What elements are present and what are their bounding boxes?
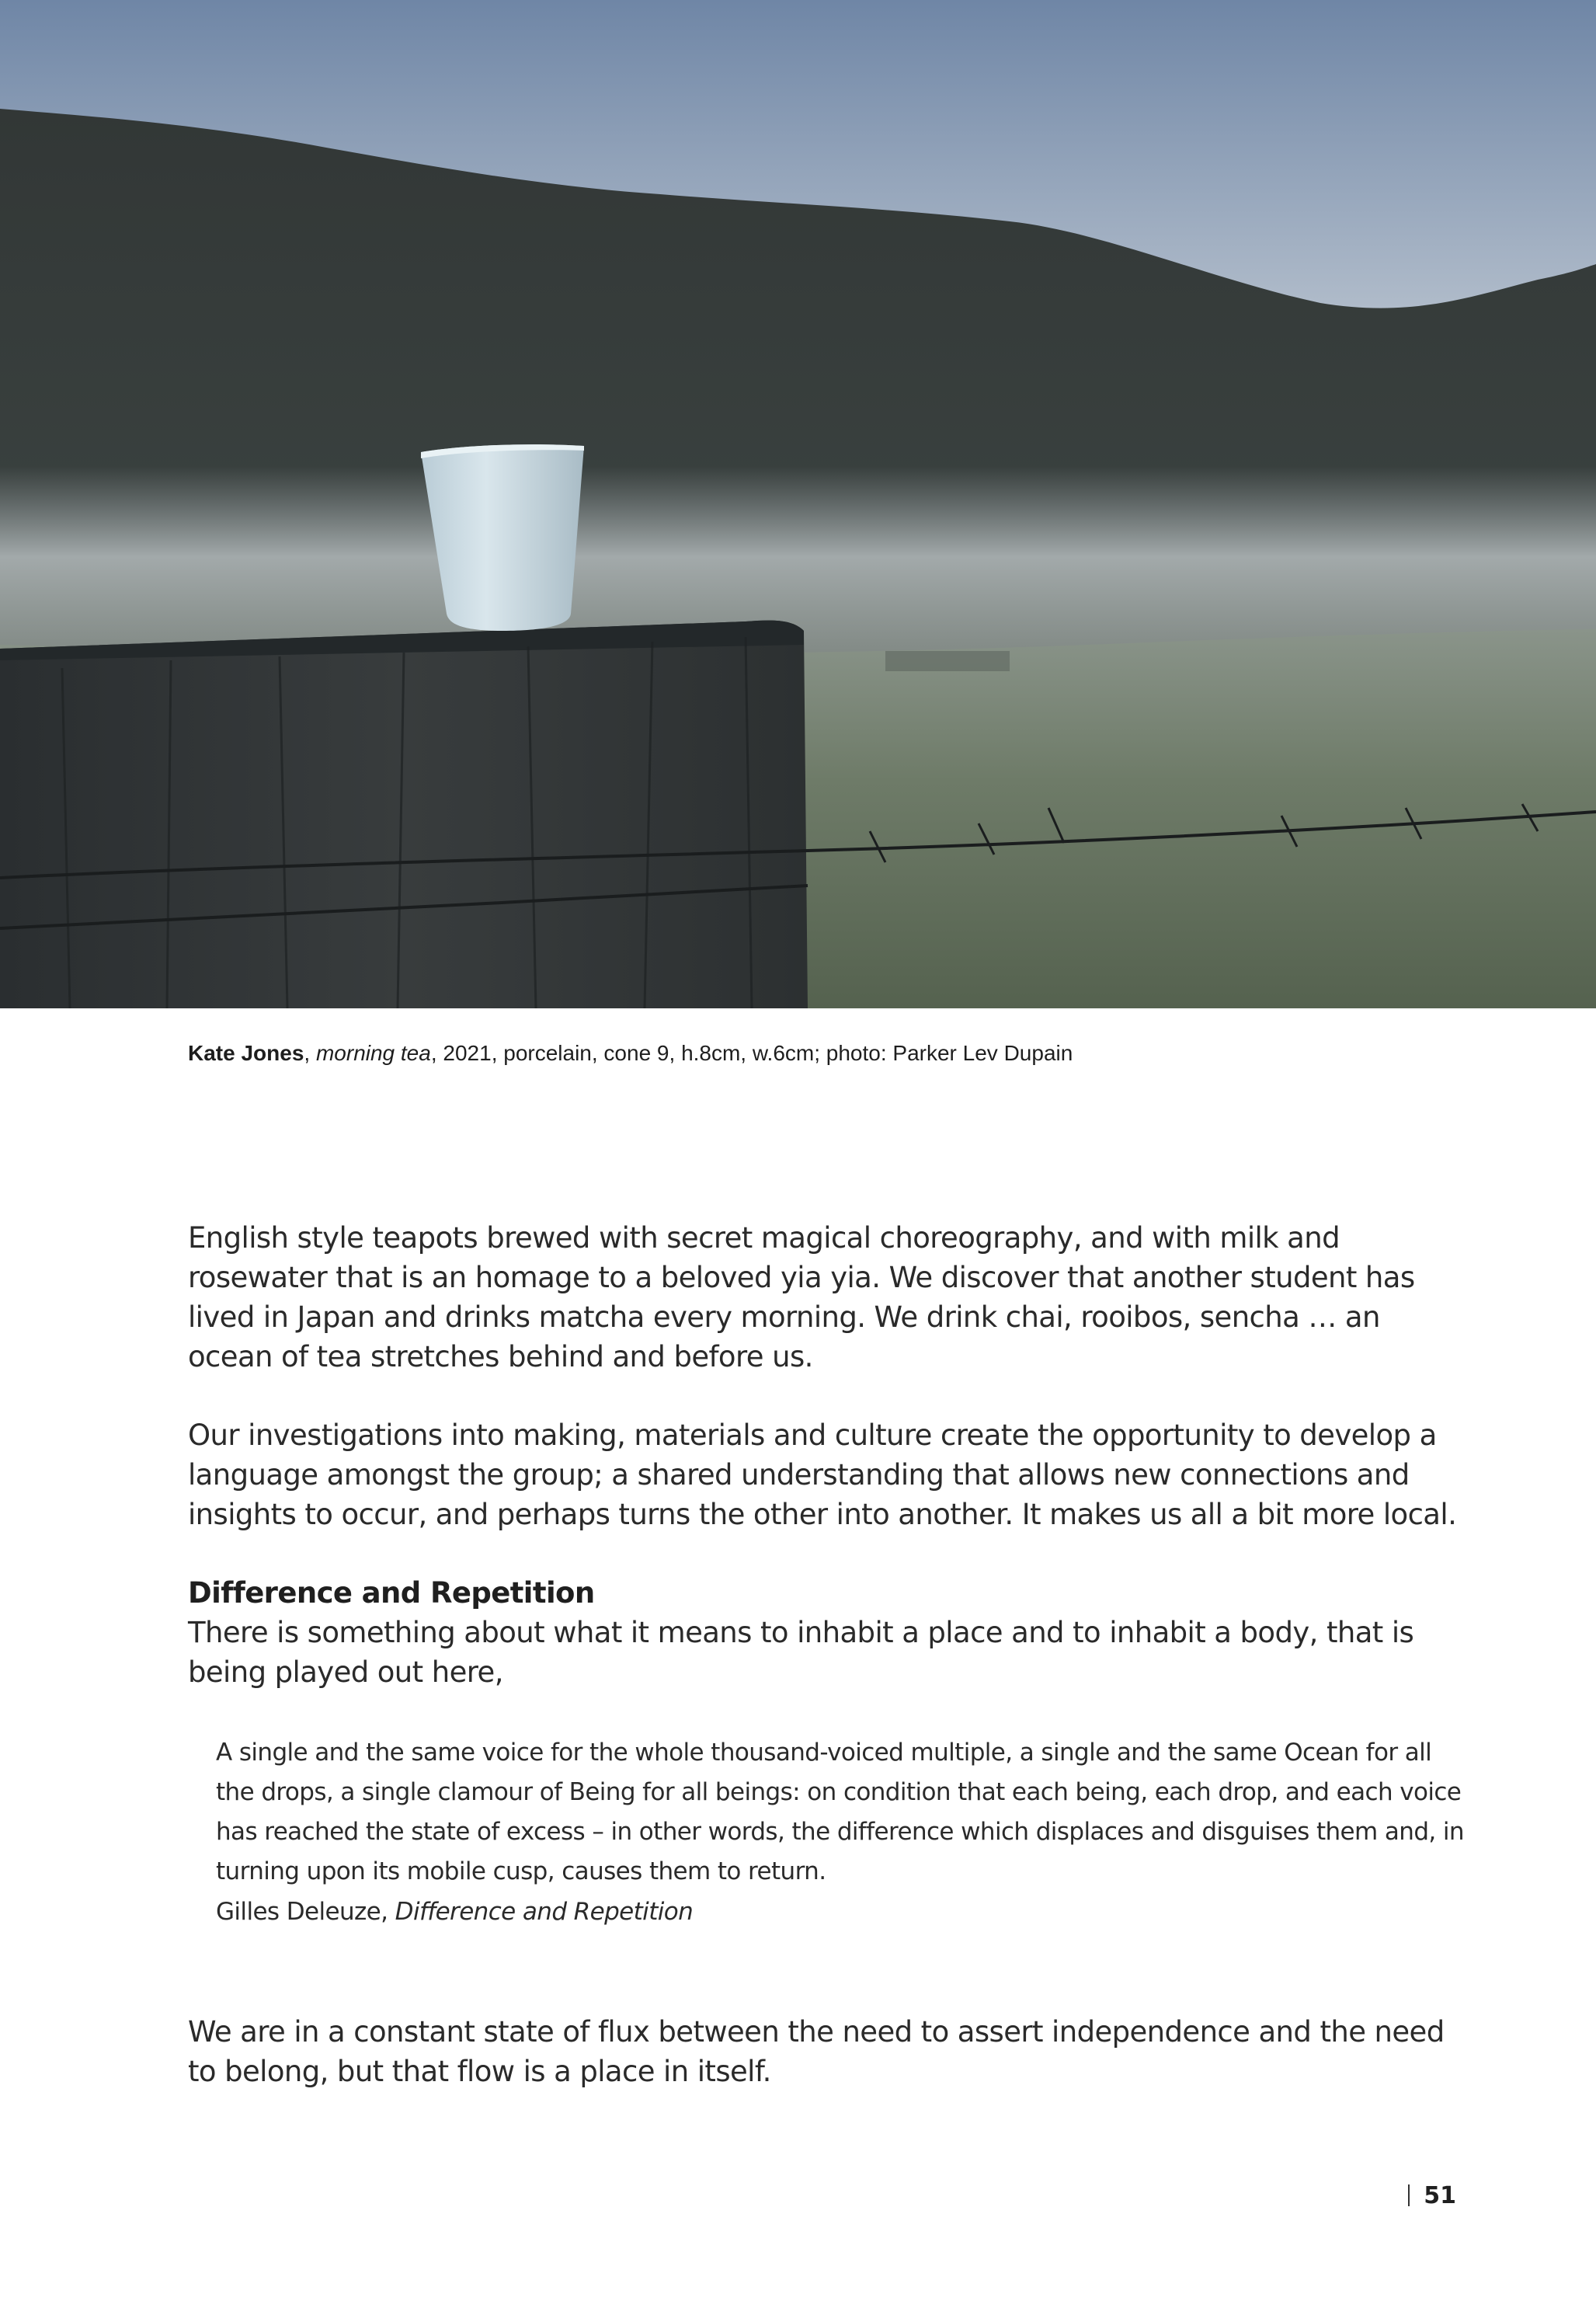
caption-details: , 2021, porcelain, cone 9, h.8cm, w.6cm; photo: Parker Lev Dupain [430,1041,1073,1065]
paragraph-tea: English style teapots brewed with secret magical choreography, and with milk and rosewater that is an homage to a beloved yia yia. We discover that another student has lived in Japan and drinks matcha every morning. We drink chai, rooibos, sencha … an ocean of tea stretches behind and before us. [188,1221,1415,1373]
quote-author: Gilles Deleuze, [216,1898,395,1926]
block-quote: A single and the same voice for the whole thousand-voiced multiple, a single and the same Ocean for all the drops, a single clamour of Being for all beings: on condition that each being, each drop, and each voice has reached the state of excess – in other words, the difference which displaces and disguises them and, in turning upon its mobile cusp, causes them to return. [216,1739,1464,1885]
page-number: 51 [1424,2181,1456,2209]
caption-artist: Kate Jones [188,1041,304,1065]
page-folio [1408,2180,1456,2211]
caption-title: morning tea [315,1041,431,1065]
photo-morning-tea [0,0,1596,1008]
photo-caption [188,1038,1508,1069]
paragraph-investigations: Our investigations into making, materials and culture create the opportunity to develop a language amongst the group; a shared understanding that allows new connections and insights to occur, and perhaps turns the other into another. It makes us all a bit more local. [188,1419,1457,1531]
quote-source: Difference and Repetition [395,1898,694,1926]
section-heading: Difference and Repetition [188,1576,595,1610]
paragraph-inhabit: There is something about what it means to inhabit a place and to inhabit a body, that is being played out here, [188,1616,1414,1689]
caption-separator: , [304,1041,316,1065]
quote-attribution [216,1892,693,1932]
paragraph-flux: We are in a constant state of flux between the need to assert independence and the need to belong, but that flow is a place in itself. [188,2015,1445,2088]
folio-rule [1408,2184,1410,2206]
